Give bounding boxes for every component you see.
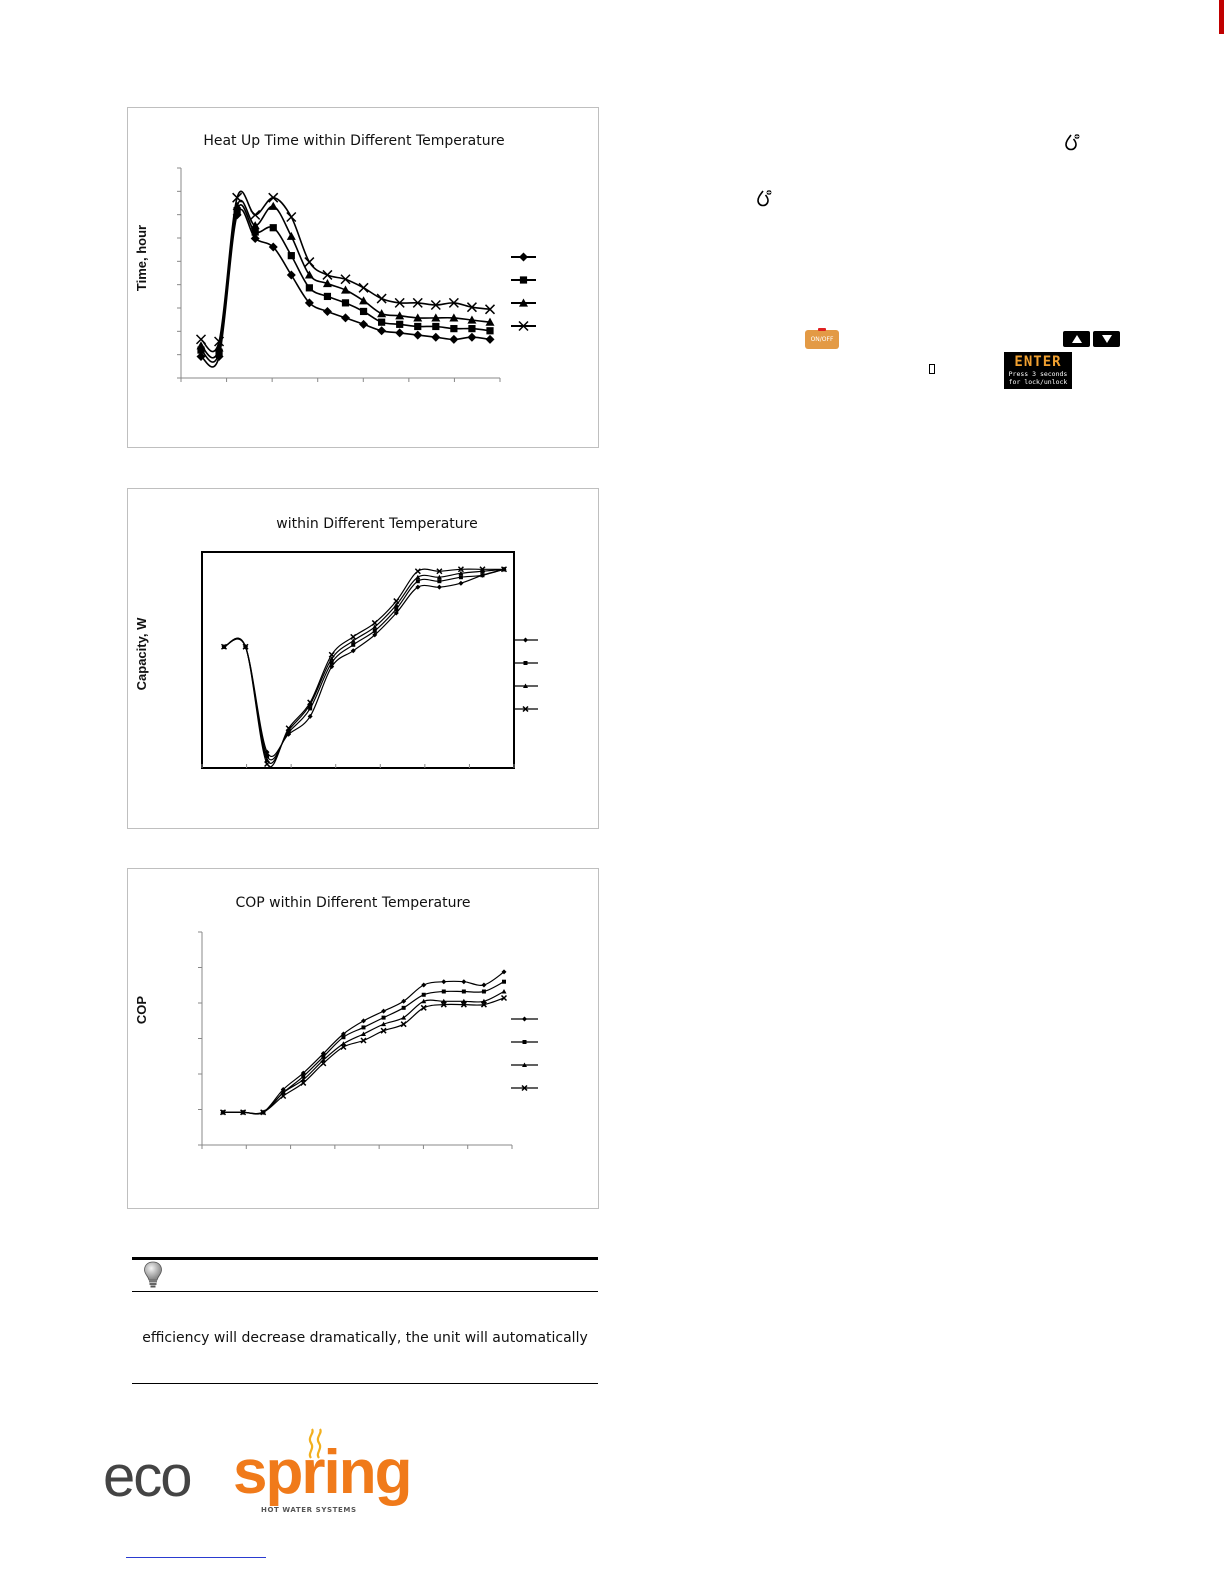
series-3 (222, 567, 507, 764)
data-point (378, 319, 385, 326)
data-point (402, 1006, 406, 1010)
data-point (416, 579, 420, 583)
data-point (382, 1016, 386, 1020)
chart-title: Heat Up Time within Different Temperature (203, 133, 505, 149)
data-point (359, 296, 368, 304)
plot-area (198, 932, 512, 1149)
data-point (480, 573, 484, 577)
series-line (224, 569, 504, 756)
placeholder-glyph-icon (929, 364, 935, 374)
tip-bottom-rule (132, 1383, 598, 1384)
data-point (502, 989, 507, 994)
legend-entry (511, 299, 536, 307)
data-point (361, 1038, 366, 1043)
legend-marker (523, 638, 528, 643)
y-axis-label: Time, hour (134, 224, 149, 292)
series-line (224, 569, 504, 767)
tip-top-rule (132, 1257, 598, 1260)
data-point (422, 993, 426, 997)
data-point (442, 989, 446, 993)
legend-marker (523, 1040, 527, 1044)
data-point (324, 293, 331, 300)
data-point (341, 313, 350, 322)
lightbulb-icon (143, 1261, 163, 1289)
logo-tagline: HOT WATER SYSTEMS (261, 1506, 357, 1514)
legend-entry (511, 253, 536, 262)
data-point (481, 982, 486, 987)
data-point (362, 1025, 366, 1029)
legend-entry (513, 661, 538, 665)
series-line (223, 998, 504, 1114)
data-point (342, 299, 349, 306)
series-2 (222, 567, 506, 760)
data-point (502, 980, 506, 984)
on-off-label: ON/OFF (810, 336, 834, 343)
data-point (413, 331, 422, 340)
data-point (269, 202, 278, 210)
link-underline (126, 1557, 266, 1558)
capacity-chart-svg (128, 489, 600, 830)
data-point (287, 213, 296, 222)
series-line (224, 569, 504, 760)
data-point (361, 1018, 366, 1023)
series-4 (221, 996, 507, 1115)
legend-marker (524, 661, 528, 665)
data-point (269, 193, 278, 202)
legend-entry (513, 684, 538, 689)
tip-text: efficiency will decrease dramatically, the unit will automatically (142, 1330, 588, 1346)
data-point (323, 270, 332, 279)
data-point (414, 323, 421, 330)
up-arrow-button[interactable] (1063, 331, 1090, 347)
data-point (288, 252, 295, 259)
data-point (431, 333, 440, 342)
data-point (341, 275, 350, 284)
heat-up-time-chart-svg (128, 108, 600, 449)
data-point (323, 307, 332, 316)
up-arrow-icon (1072, 335, 1082, 343)
enter-label: ENTER (1014, 354, 1062, 370)
series-line (223, 992, 504, 1114)
series-line (224, 569, 504, 763)
data-point (462, 989, 466, 993)
cop-chart (127, 868, 599, 1209)
tip-divider (132, 1291, 598, 1292)
data-point (394, 607, 398, 611)
data-point (395, 328, 404, 337)
data-point (377, 309, 386, 317)
plot-area (177, 168, 500, 382)
data-point (287, 270, 296, 279)
legend-entry (513, 707, 538, 712)
enter-sublabel: Press 3 seconds for lock/unlock (1008, 370, 1068, 386)
data-point (305, 258, 314, 267)
legend-entry (511, 276, 536, 283)
data-point (482, 989, 486, 993)
data-point (437, 579, 441, 583)
chart-title: COP within Different Temperature (235, 895, 471, 911)
series-1 (222, 567, 507, 757)
data-point (252, 228, 259, 235)
ecospring-logo (103, 1428, 411, 1518)
on-off-button[interactable] (805, 330, 839, 349)
legend-entry (511, 1017, 538, 1022)
data-point (486, 327, 493, 334)
data-point (461, 979, 466, 984)
legend-marker (520, 276, 527, 283)
data-point (467, 333, 476, 342)
data-point (432, 323, 439, 330)
data-point (287, 232, 296, 240)
data-point (341, 285, 350, 293)
data-point (450, 325, 457, 332)
data-point (360, 308, 367, 315)
logo-spring: spring (233, 1438, 411, 1507)
data-point (486, 335, 495, 344)
data-point (381, 1009, 386, 1014)
data-point (396, 321, 403, 328)
data-point (421, 1005, 426, 1010)
logo-eco: eco (103, 1444, 191, 1509)
data-point (421, 982, 426, 987)
data-point (458, 581, 463, 586)
legend-entry (511, 322, 536, 331)
data-point (341, 1035, 345, 1039)
y-axis-label: COP (134, 995, 149, 1025)
data-point (441, 979, 446, 984)
legend-entry (511, 1040, 538, 1044)
legend-entry (511, 1086, 538, 1091)
legend-entry (511, 1063, 538, 1068)
data-point (377, 294, 386, 303)
down-arrow-button[interactable] (1093, 331, 1120, 347)
data-point (270, 224, 277, 231)
data-point (449, 335, 458, 344)
data-point (415, 575, 420, 580)
down-arrow-icon (1102, 335, 1112, 343)
data-point (415, 569, 420, 574)
data-point (251, 210, 260, 219)
legend-marker (522, 1017, 527, 1022)
enter-button[interactable] (1004, 352, 1072, 389)
data-point (359, 320, 368, 329)
data-point (351, 643, 355, 647)
data-point (459, 575, 463, 579)
data-point (373, 629, 377, 633)
capacity-chart (127, 488, 599, 829)
data-point (401, 1022, 406, 1027)
legend-entry (513, 638, 538, 643)
series-line (223, 972, 504, 1114)
defrost-icon (754, 188, 774, 208)
data-point (359, 283, 368, 292)
legend-marker (519, 253, 528, 262)
data-point (265, 762, 270, 767)
data-point (437, 585, 442, 590)
heat-up-time-chart (127, 107, 599, 448)
y-axis-label: Capacity, W (134, 617, 149, 691)
data-point (468, 325, 475, 332)
cop-chart-svg (128, 869, 600, 1210)
page-edge-marker (1219, 0, 1224, 34)
series-3 (221, 989, 507, 1114)
data-point (306, 284, 313, 291)
data-point (377, 326, 386, 335)
chart-title: within Different Temperature (276, 516, 478, 532)
defrost-icon (1062, 132, 1082, 152)
series-4 (222, 567, 507, 767)
data-point (305, 270, 314, 278)
